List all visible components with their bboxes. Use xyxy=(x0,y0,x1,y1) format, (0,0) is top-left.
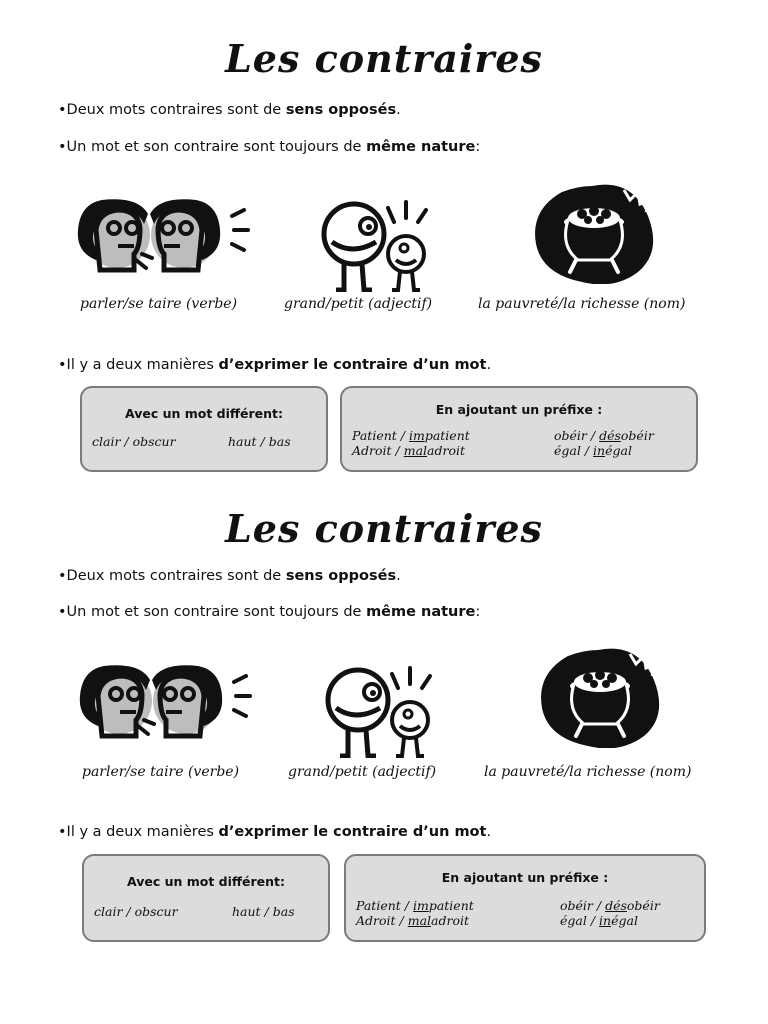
pair-egal-inegal xyxy=(554,443,632,458)
bullet-text: •Deux mots contraires sont de xyxy=(58,568,286,584)
page-title: Les contraires xyxy=(225,36,543,81)
caption-nom: la pauvreté/la richesse (nom) xyxy=(478,296,686,312)
bullet-text: •Un mot et son contraire sont toujours de xyxy=(58,604,367,620)
bullet-deux-manieres xyxy=(58,357,491,373)
box-title: En ajoutant un préfixe : xyxy=(435,402,603,417)
pair-haut-bas xyxy=(232,904,295,919)
pair-obeir-desobeir xyxy=(560,898,660,913)
bullet-meme-nature xyxy=(58,139,480,155)
separator: / xyxy=(586,428,600,443)
big-and-small-figures-icon xyxy=(318,192,436,292)
word: patient xyxy=(428,898,474,913)
pair-egal-inegal xyxy=(560,913,638,928)
word: clair xyxy=(92,434,121,449)
word: égal xyxy=(605,443,632,458)
bullet-bold-text: sens opposés xyxy=(285,102,397,118)
bullet-punct: . xyxy=(486,357,492,373)
word: égal xyxy=(554,443,581,458)
word: bas xyxy=(268,434,291,449)
word: haut xyxy=(232,904,261,919)
separator: / xyxy=(395,913,408,928)
bullet-text: •Deux mots contraires sont de xyxy=(58,102,286,118)
separator: / xyxy=(592,898,606,913)
pair-clair-obscur xyxy=(92,434,176,449)
treasure-pot-icon xyxy=(538,644,660,748)
box-mot-different xyxy=(82,854,330,942)
bullet-punct: . xyxy=(396,102,401,118)
prefix: im xyxy=(408,428,425,443)
box-title: Avec un mot différent: xyxy=(126,874,286,889)
bullet-meme-nature xyxy=(58,604,480,620)
box-prefixe xyxy=(340,386,698,472)
word: adroit xyxy=(431,913,470,928)
box-title: En ajoutant un préfixe : xyxy=(441,870,609,885)
word: obéir xyxy=(620,428,654,443)
word: bas xyxy=(272,904,295,919)
word: clair xyxy=(94,904,123,919)
word: adroit xyxy=(427,443,466,458)
separator: / xyxy=(400,898,413,913)
word: obscur xyxy=(134,904,178,919)
word: haut xyxy=(228,434,257,449)
caption-adjectif: grand/petit (adjectif) xyxy=(288,764,437,780)
bullet-bold-text: même nature xyxy=(366,139,476,155)
box-mot-different xyxy=(80,386,328,472)
two-faces-talking-icon xyxy=(72,180,258,290)
separator: / xyxy=(256,434,269,449)
caption-adjectif: grand/petit (adjectif) xyxy=(284,296,433,312)
big-and-small-figures-icon xyxy=(322,658,440,758)
treasure-pot-icon xyxy=(532,180,654,284)
caption-verbe: parler/se taire (verbe) xyxy=(80,296,238,312)
bullet-bold-text: d’exprimer le contraire d’un mot xyxy=(218,824,487,840)
word: Patient xyxy=(356,898,401,913)
pair-clair-obscur xyxy=(94,904,178,919)
word: obéir xyxy=(626,898,660,913)
bullet-sens-opposes xyxy=(58,102,401,118)
prefix: in xyxy=(593,443,606,458)
prefix: dés xyxy=(605,898,627,913)
word: patient xyxy=(424,428,470,443)
caption-nom: la pauvreté/la richesse (nom) xyxy=(484,764,692,780)
pair-patient-impatient xyxy=(352,428,470,443)
bullet-punct: : xyxy=(475,604,481,620)
pair-haut-bas xyxy=(228,434,291,449)
word: Adroit xyxy=(356,913,396,928)
word: obéir xyxy=(554,428,587,443)
pair-patient-impatient xyxy=(356,898,474,913)
worksheet-1 xyxy=(0,0,768,480)
pair-obeir-desobeir xyxy=(554,428,654,443)
prefix: im xyxy=(412,898,429,913)
prefix: dés xyxy=(599,428,621,443)
prefix: in xyxy=(599,913,612,928)
caption-verbe: parler/se taire (verbe) xyxy=(82,764,240,780)
bullet-punct: . xyxy=(486,824,492,840)
word: obéir xyxy=(560,898,593,913)
pair-adroit-maladroit xyxy=(352,443,465,458)
bullet-punct: . xyxy=(396,568,401,584)
word: égal xyxy=(560,913,587,928)
prefix: mal xyxy=(407,913,432,928)
separator: / xyxy=(260,904,273,919)
bullet-deux-manieres xyxy=(58,824,491,840)
prefix: mal xyxy=(403,443,428,458)
bullet-punct: : xyxy=(475,139,481,155)
box-title: Avec un mot différent: xyxy=(124,406,284,421)
worksheet-2 xyxy=(0,466,768,946)
separator: / xyxy=(580,443,594,458)
bullet-text: •Il y a deux manières xyxy=(58,357,219,373)
word: obscur xyxy=(132,434,176,449)
bullet-sens-opposes xyxy=(58,568,401,584)
two-faces-talking-icon xyxy=(74,646,260,756)
separator: / xyxy=(586,913,600,928)
word: Adroit xyxy=(352,443,392,458)
box-prefixe xyxy=(344,854,706,942)
bullet-bold-text: sens opposés xyxy=(285,568,397,584)
separator: / xyxy=(122,904,135,919)
page-title: Les contraires xyxy=(225,506,543,551)
separator: / xyxy=(396,428,409,443)
bullet-text: •Un mot et son contraire sont toujours de xyxy=(58,139,367,155)
bullet-bold-text: d’exprimer le contraire d’un mot xyxy=(218,357,487,373)
word: égal xyxy=(611,913,638,928)
word: Patient xyxy=(352,428,397,443)
bullet-bold-text: même nature xyxy=(366,604,476,620)
pair-adroit-maladroit xyxy=(356,913,469,928)
bullet-text: •Il y a deux manières xyxy=(58,824,219,840)
separator: / xyxy=(120,434,133,449)
separator: / xyxy=(391,443,404,458)
